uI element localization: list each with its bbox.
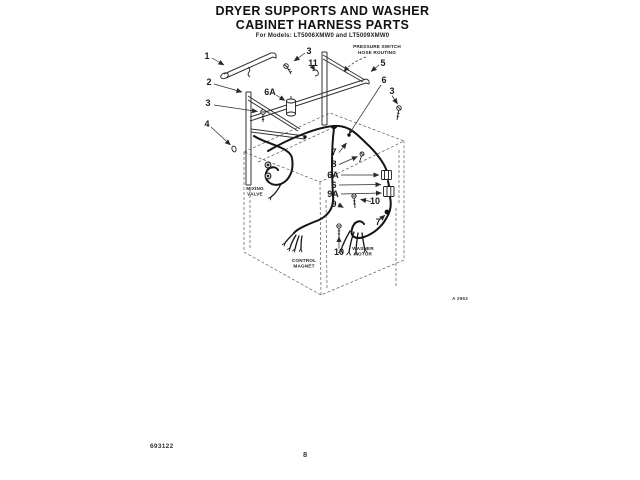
callout-6a-top: 6A [264, 87, 276, 97]
callout-1: 1 [204, 51, 210, 61]
screw-item8 [360, 152, 364, 162]
washer-motor-label-line2: MOTOR [353, 251, 373, 257]
support-rail-long [250, 79, 369, 121]
harness-connector-upper [382, 171, 392, 180]
figure-code: A 2963 [452, 296, 468, 301]
models-subtitle: For Models: LT5006XMW0 and LT5009XMW0 [255, 33, 390, 39]
control-magnet-label-line2: MAGNET [293, 263, 315, 269]
callout-2: 2 [206, 77, 212, 87]
page-title-line1: DRYER SUPPORTS AND WASHER [215, 4, 430, 18]
callout-11: 11 [308, 58, 318, 68]
callout-6-right: 6 [381, 75, 387, 85]
callout-10-right: 10 [369, 196, 381, 206]
screw-mid [352, 194, 356, 208]
callout-5: 5 [380, 58, 386, 68]
mixing-valve-label-line1: MIXING [246, 186, 264, 191]
callout-4: 4 [204, 119, 210, 129]
doc-number: 693122 [150, 443, 174, 450]
mixing-valve-label-line2: VALVE [247, 191, 263, 197]
page-title-line2: CABINET HARNESS PARTS [235, 17, 410, 32]
screw-top [284, 64, 292, 74]
callout-6a-column: 6A [327, 170, 339, 180]
dryer-support-bar [220, 53, 276, 80]
callout-3-right: 3 [389, 86, 395, 96]
page-number: 8 [303, 450, 308, 459]
washer-motor-label-line1: WASHER [352, 246, 374, 251]
callout-9a: 9A [327, 189, 339, 199]
screw-right [397, 106, 402, 120]
control-magnet-label-line1: CONTROL [291, 258, 317, 263]
clip-4 [231, 145, 237, 152]
harness-connector-lower [384, 187, 395, 197]
wire-harness [254, 126, 391, 238]
callout-10-bottom: 10 [333, 247, 345, 257]
spacer-6a [287, 96, 296, 116]
callout-8: 8 [331, 159, 337, 169]
pressure-switch-label-line2: HOSE ROUTING [358, 50, 396, 55]
callout-7-right: 7 [375, 217, 381, 227]
pressure-switch-label-line1: PRESSURE SWITCH [353, 44, 401, 49]
callout-6-column: 6 [331, 180, 337, 190]
callout-9: 9 [331, 199, 337, 209]
harness-branch-wires [271, 184, 365, 252]
screw-bottom [337, 224, 341, 238]
callout-7-column: 7 [331, 147, 337, 157]
callout-3-top: 3 [306, 46, 312, 56]
clip-11 [313, 70, 319, 76]
callout-3-left: 3 [205, 98, 211, 108]
